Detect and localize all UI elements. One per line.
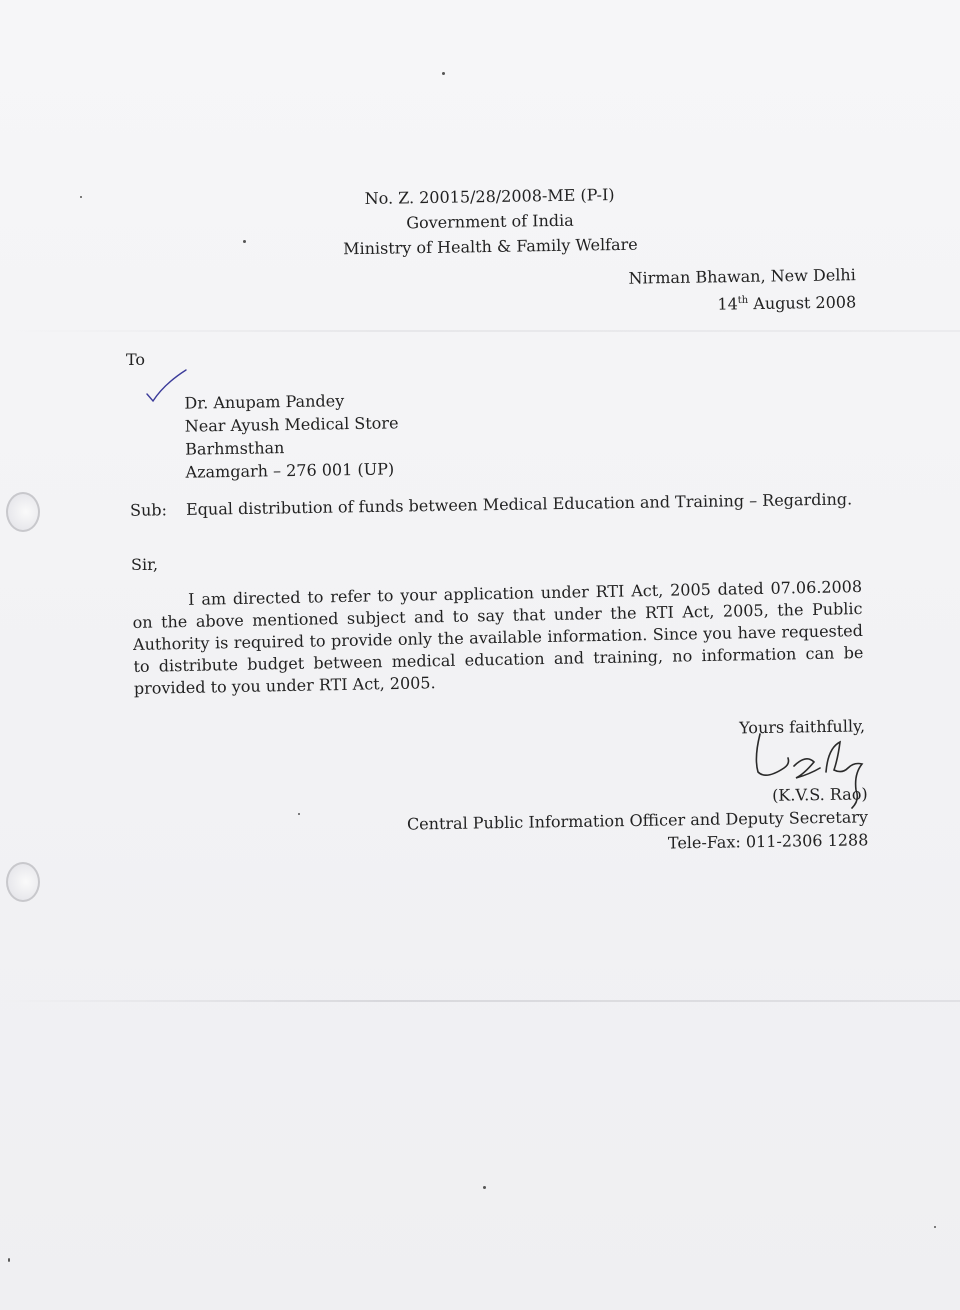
paper-speck <box>243 240 246 243</box>
paper-fold-line <box>0 1000 960 1002</box>
date-day-suffix: th <box>737 294 749 307</box>
salutation: Sir, <box>131 555 159 574</box>
letterhead <box>339 182 640 262</box>
subject-text: Equal distribution of funds between Medical Education and Training – Regarding. <box>185 489 853 519</box>
paper-speck <box>483 1186 486 1189</box>
subject-line <box>130 489 870 520</box>
paper-fold-line <box>0 330 960 332</box>
punch-hole <box>6 862 40 902</box>
government-name: Government of India <box>406 210 574 233</box>
date-month-year: August 2008 <box>753 292 857 314</box>
place: Nirman Bhawan, New Delhi <box>628 265 856 288</box>
recipient-address <box>184 388 399 483</box>
signatory-contact: Tele-Fax: 011-2306 1288 <box>667 830 869 853</box>
punch-hole <box>6 492 40 532</box>
date <box>620 287 856 318</box>
subject-label: Sub: <box>129 500 168 520</box>
ministry-name: Ministry of Health & Family Welfare <box>342 234 638 259</box>
file-number: No. Z. 20015/28/2008-ME (P-I) <box>364 185 615 208</box>
paper-speck <box>8 1258 10 1262</box>
address-line: Near Ayush Medical Store <box>184 413 399 436</box>
signatory-block <box>399 782 868 858</box>
paper-speck <box>298 813 300 815</box>
paper-speck <box>80 196 82 198</box>
paper-speck <box>934 1226 936 1228</box>
body-paragraph: I am directed to refer to your application under RTI Act, 2005 dated 07.06.2008 on the above mentioned subject and to say that under the RTI Act, 2005, the Public Authority is required to provide only the available information. Since you have requested to distribute budget between medical education and training, no information can be provided to you under RTI Act, 2005. <box>132 576 864 698</box>
recipient-name: Dr. Anupam Pandey <box>184 391 345 413</box>
signatory-name: (K.V.S. Rao) <box>771 784 868 805</box>
address-line: Barhmsthan <box>185 438 285 459</box>
paper-speck <box>442 72 445 75</box>
to-label: To <box>126 350 146 369</box>
date-day: 14 <box>717 294 738 314</box>
check-mark-icon <box>144 368 188 410</box>
complimentary-close: Yours faithfully, <box>739 716 866 738</box>
address-line: Azamgarh – 276 001 (UP) <box>185 459 395 482</box>
place-date <box>620 263 857 318</box>
signatory-designation: Central Public Information Officer and Deputy Secretary <box>406 807 869 834</box>
